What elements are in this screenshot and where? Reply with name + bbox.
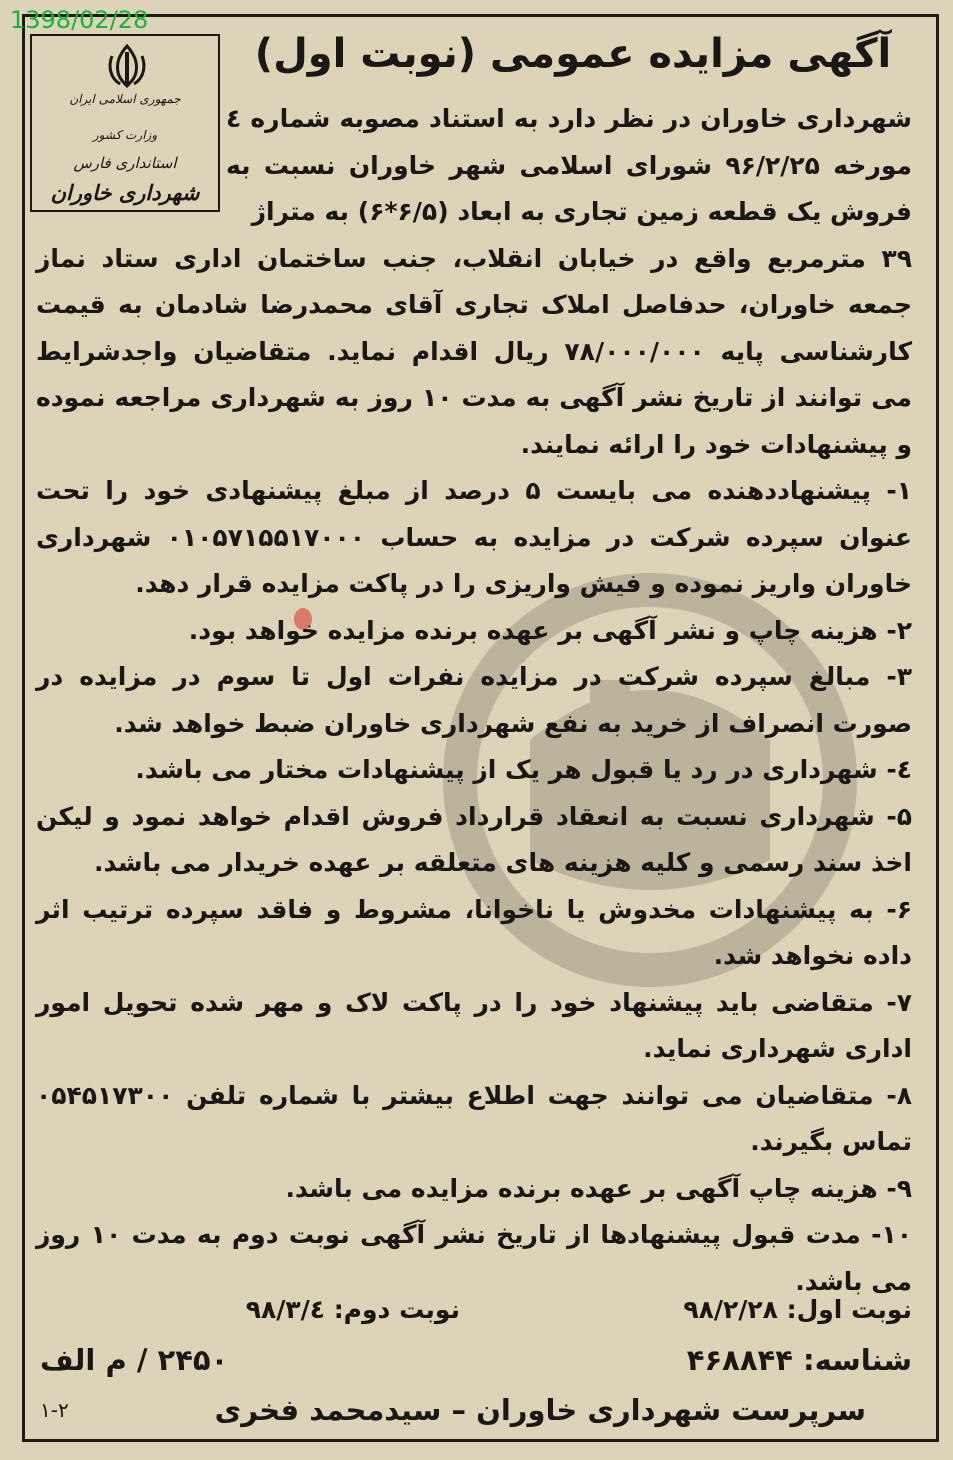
ad-body: [36, 96, 912, 1305]
condition-item-9: ۹- هزینه چاپ آگهی بر عهده برنده مزایده می باشد.: [285, 1173, 912, 1203]
condition-item-7: ۷- متقاضی باید پیشنهاد خود را در پاکت لاک و مهر شده تحویل امور اداری شهرداری نماید.: [36, 987, 912, 1063]
intro-paragraph: [36, 96, 912, 468]
second-round-date: نوبت دوم: ۹۸/۳/٤: [245, 1295, 460, 1324]
condition-item-2: ۲- هزینه چاپ و نشر آگهی بر عهده برنده مزایده خواهد بود.: [188, 615, 912, 645]
first-round-date: نوبت اول: ۹۸/۲/۲۸: [683, 1295, 912, 1324]
logo-republic-text: جمهوری اسلامی ایران: [69, 92, 181, 106]
condition-item-4: ٤- شهرداری در رد یا قبول هر یک از پیشنهادات مختار می باشد.: [135, 755, 912, 784]
condition-item-10: ۱۰- مدت قبول پیشنهادها از تاریخ نشر آگهی نوبت دوم به مدت ۱۰ روز می باشد.: [36, 1220, 913, 1296]
ad-code: ۲۴۵۰ / م الف: [40, 1343, 229, 1377]
shenaseh-id: شناسه: ۴۶۸۸۴۴: [686, 1343, 912, 1377]
condition-item-5: ۵- شهرداری نسبت به انعقاد قرارداد فروش اقدام خواهد نمود و لیکن اخذ سند رسمی و کلیه هزینه های متعلقه بر عهده خریدار می باشد.: [36, 801, 912, 877]
logo-province-text: استانداری فارس: [73, 154, 177, 172]
condition-item-8: ۸- متقاضیان می توانند جهت اطلاع بیشتر با شماره تلفن ۰۵۴۵۱۷۳۰۰ تماس بگیرند.: [36, 1080, 912, 1156]
iran-emblem-icon: [104, 42, 150, 90]
condition-item-6: ۶- به پیشنهادات مخدوش یا ناخوانا، مشروط و فاقد سپرده ترتیب اثر داده نخواهد شد.: [36, 894, 912, 970]
date-stamp: 1398/02/28: [10, 6, 149, 34]
condition-item-3: ۳- مبالغ سپرده شرکت در مزایده نفرات اول تا سوم در مزایده در صورت انصراف از خرید به نفع شهرداری خاوران ضبط خواهد شد.: [36, 662, 912, 738]
condition-item-1: ۱- پیشنهاددهنده می بایست ۵ درصد از مبلغ پیشنهادی خود را تحت عنوان سپرده شرکت در مزایده به حساب ۰۱۰۵۷۱۵۵۱۷۰۰۰ شهرداری خاوران واریز نموده و فیش واریزی را در پاکت مزایده قرار دهد.: [36, 476, 912, 598]
intro-rest: ۳۹ مترمربع واقع در خیابان انقلاب، جنب ساختمان اداری ستاد نماز جمعه خاوران، حدفاصل املاک تجاری آقای محمدرضا شادمان به قیمت کارشناسی پایه ۷۸/۰۰۰/۰۰۰ ریال اقدام نماید. متقاضیان واجدشرایط می توانند از تاریخ نشر آگهی به مدت ۱۰ روز به شهرداری مراجعه نموده و پیشنهادات خود را ارائه نمایند.: [36, 243, 912, 459]
signature: سرپرست شهرداری خاوران – سیدمحمد فخری: [214, 1393, 866, 1427]
intro-head: شهرداری خاوران در نظر دارد به استناد مصوبه شماره ٤ مورخه ۹۶/۲/۲۵ شورای اسلامی شهر خاوران نسبت به فروش یک قطعه زمین تجاری به ابعاد (۶/۵*۶) به متراژ: [226, 104, 912, 226]
logo-municipality-text: شهرداری خاوران: [50, 180, 200, 205]
ad-title: آگهی مزایده عمومی (نوبت اول): [254, 31, 892, 77]
page-reference: ۱-۲: [40, 1398, 69, 1422]
logo-ministry-text: وزارت کشور: [92, 128, 158, 142]
